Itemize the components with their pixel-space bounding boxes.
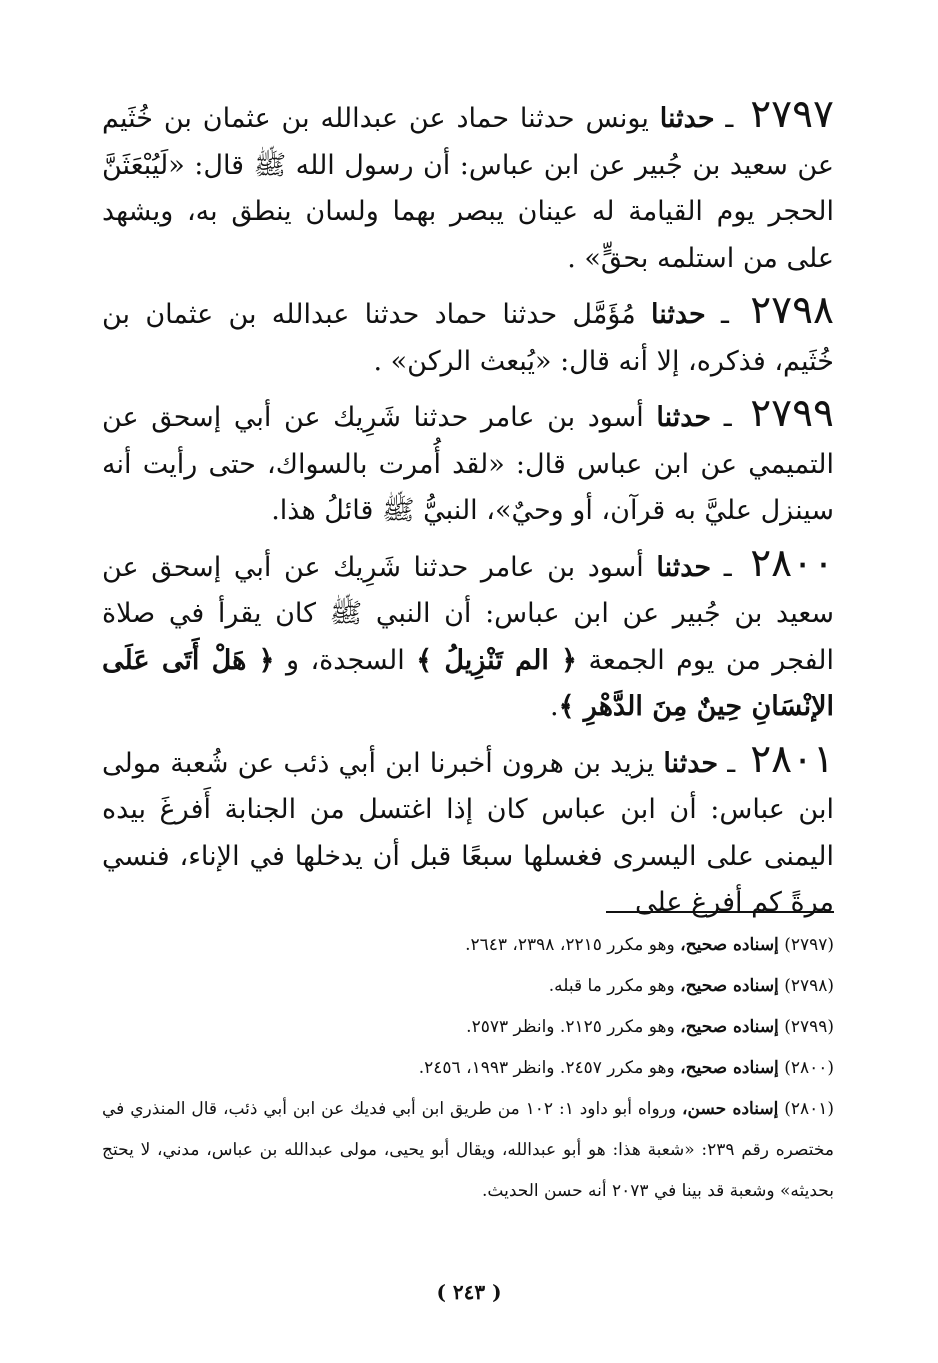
footnote-text: وهو مكرر ٢٤٥٧. وانظر ١٩٩٣، ٢٤٥٦. xyxy=(418,1058,675,1078)
footnote xyxy=(102,1007,834,1048)
hadith-number: ٢٧٩٧ xyxy=(750,92,834,137)
hadith-text: يونس حدثنا حماد عن عبدالله بن عثمان بن خُثَيم عن سعيد بن جُبير عن ابن عباس: أن رسول الله ﷺ قال: «لَيُبْعَثَنَّ الحجر يوم القيامة له عينان يبصر بهما ولسان ينطق به، ويشهد على من استلمه بحقٍّ» . xyxy=(102,103,834,274)
page-number: ( ٢٤٣ ) xyxy=(436,1280,502,1304)
footnote xyxy=(102,925,834,966)
footnote-ref: (٢٨٠١) xyxy=(784,1099,835,1119)
footnotes xyxy=(102,925,834,1212)
quran-verse: ﴿ هَلْ أَتَى عَلَى الإنْسَانِ حِينٌ مِنَ الدَّهْرِ ﴾ xyxy=(102,644,834,722)
footnote-grade: إسناده حسن، xyxy=(682,1099,779,1119)
footnote xyxy=(102,1089,834,1212)
hadith-text: أسود بن عامر حدثنا شَرِيك عن أبي إسحق عن التميمي عن ابن عباس قال: «لقد أُمرت بالسواك، حتى رأيت أنه سينزل عليَّ به قرآن، أو وحيٌ»، النبيُّ ﷺ قائلُ هذا. xyxy=(102,402,834,526)
hadith-number: ٢٧٩٩ xyxy=(750,391,834,436)
footnote-ref: (٢٨٠٠) xyxy=(784,1058,834,1078)
footnote-grade: إسناده صحيح، xyxy=(680,935,779,955)
main-text xyxy=(102,92,834,933)
hadith-text: . xyxy=(549,691,559,722)
footnote-grade: إسناده صحيح، xyxy=(680,976,779,996)
quran-verse: ﴿ الم تَنْزِيلُ ﴾ xyxy=(416,644,577,676)
footnote-text: وهو مكرر ٢٢١٥، ٢٣٩٨، ٢٦٤٣. xyxy=(465,935,675,955)
footnote-ref: (٢٧٩٩) xyxy=(784,1017,834,1037)
hadith-text: السجدة، و xyxy=(285,644,405,676)
footnote-grade: إسناده صحيح، xyxy=(680,1017,779,1037)
hadith-lead: حدثنا xyxy=(656,551,712,583)
hadith-lead: حدثنا xyxy=(659,103,715,134)
hadith-lead: حدثنا xyxy=(651,299,706,330)
hadith-text: مُؤَمَّل حدثنا حماد حدثنا عبدالله بن عثمان بن خُثَيم، فذكره، إلا أنه قال: «يُبعث الركن» . xyxy=(102,299,834,377)
footnote-text: ورواه أبو داود ١: ١٠٢ من طريق ابن أبي فديك عن ابن أبي ذئب، قال المنذري في مختصره رقم ٢٣٩: «شعبة هذا: هو أبو عبدالله، ويقال أبو يحيى، مولى عبدالله بن عباس، مدني، لا يحتج بحديثه» وشعبة قد بينا في ٢٠٧٣ أنه حسن الحديث. xyxy=(102,1099,834,1201)
footnote-ref: (٢٧٩٨) xyxy=(784,976,834,996)
hadith-lead: حدثنا xyxy=(663,747,719,779)
footnote xyxy=(102,1048,834,1089)
footnote-text: وهو مكرر ٢١٢٥. وانظر ٢٥٧٣. xyxy=(466,1017,675,1037)
footnote-grade: إسناده صحيح، xyxy=(680,1058,779,1078)
hadith-text: أسود بن عامر حدثنا شَرِيك عن أبي إسحق عن سعيد بن جُبير عن ابن عباس: أن النبي ﷺ كان يقرأ في صلاة الفجر من يوم الجمعة xyxy=(102,551,835,676)
footnote-ref: (٢٧٩٧) xyxy=(784,935,834,955)
footnote-divider xyxy=(606,911,834,913)
hadith-number: ٢٨٠١ xyxy=(750,736,835,782)
hadith-number: ٢٧٩٨ xyxy=(750,288,834,333)
footnote-text: وهو مكرر ما قبله. xyxy=(548,976,675,996)
hadith-lead: حدثنا xyxy=(656,402,712,433)
hadith-2800: ٢٨٠٠ ـ حدثنا أسود بن عامر حدثنا شَرِيك عن أبي إسحق عن سعيد بن جُبير عن ابن عباس: أن النبي ﷺ كان يقرأ في صلاة الفجر من يوم الجمعة ﴿ الم تَنْزِيلُ ﴾ السجدة، و ﴿ هَلْ أَتَى عَلَى الإنْسَانِ حِينٌ مِنَ الدَّهْرِ ﴾. xyxy=(102,540,835,722)
hadith-number: ٢٨٠٠ xyxy=(750,540,834,586)
hadith-2798: ٢٧٩٨ ـ حدثنا مُؤَمَّل حدثنا حماد حدثنا عبدالله بن عثمان بن خُثَيم، فذكره، إلا أنه قال: «يُبعث الركن» . xyxy=(102,288,834,377)
footnote xyxy=(102,966,834,1007)
hadith-2797: ٢٧٩٧ ـ حدثنا يونس حدثنا حماد عن عبدالله بن عثمان بن خُثَيم عن سعيد بن جُبير عن ابن عباس: أن رسول الله ﷺ قال: «لَيُبْعَثَنَّ الحجر يوم القيامة له عينان يبصر بهما ولسان ينطق به، ويشهد على من استلمه بحقٍّ» . xyxy=(102,92,834,274)
hadith-2801: ٢٨٠١ ـ حدثنا يزيد بن هرون أخبرنا ابن أبي ذئب عن شُعبة مولى ابن عباس: أن ابن عباس كان إذا اغتسل من الجنابة أَفرغَ بيده اليمنى على اليسرى فغسلها سبعًا قبل أن يدخلها في الإناء، فنسي مرةً كم أفرغ على xyxy=(102,736,835,918)
hadith-text: يزيد بن هرون أخبرنا ابن أبي ذئب عن شُعبة مولى ابن عباس: أن ابن عباس كان إذا اغتسل من الجنابة أَفرغَ بيده اليمنى على اليسرى فغسلها سبعًا قبل أن يدخلها في الإناء، فنسي مرةً كم أفرغ على xyxy=(102,747,834,918)
hadith-2799: ٢٧٩٩ ـ حدثنا أسود بن عامر حدثنا شَرِيك عن أبي إسحق عن التميمي عن ابن عباس قال: «لقد أُمرت بالسواك، حتى رأيت أنه سينزل عليَّ به قرآن، أو وحيٌ»، النبيُّ ﷺ قائلُ هذا. xyxy=(102,391,834,526)
